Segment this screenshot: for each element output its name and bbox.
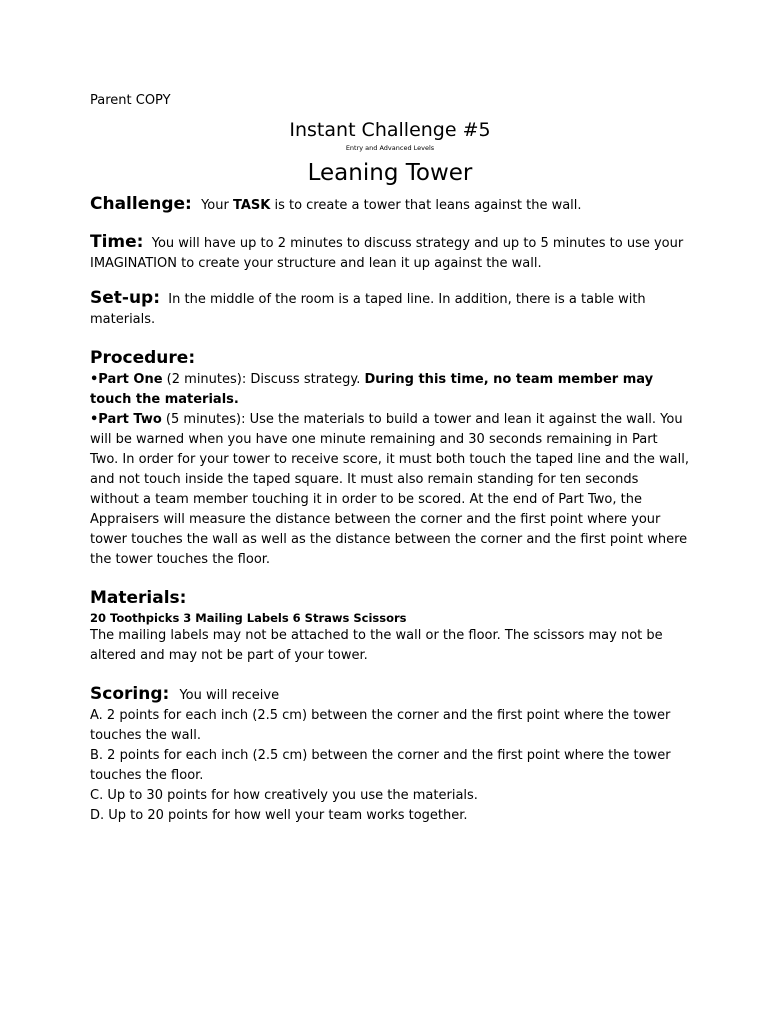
scoring-item: B. 2 points for each inch (2.5 cm) between the corner and the first point where the tower touches the floor. <box>90 748 671 783</box>
materials-list: 20 Toothpicks 3 Mailing Labels 6 Straws Scissors <box>90 611 407 625</box>
scoring-section <box>90 682 690 826</box>
part-one-text: Discuss strategy. <box>250 372 365 387</box>
challenge-section <box>90 192 690 216</box>
procedure-section <box>90 346 690 570</box>
challenge-text-after: is to create a tower that leans against the wall. <box>270 198 582 213</box>
challenge-heading: Challenge: <box>90 194 192 214</box>
part-two-time: (5 minutes): <box>161 412 250 427</box>
setup-heading: Set-up: <box>90 288 161 308</box>
materials-heading: Materials: <box>90 588 187 608</box>
scoring-item: C. Up to 30 points for how creatively you use the materials. <box>90 788 478 803</box>
document-body <box>90 92 690 826</box>
challenge-number-title: Instant Challenge #5 <box>289 119 491 141</box>
materials-text: The mailing labels may not be attached to the wall or the floor. The scissors may not be altered and may not be part of your tower. <box>90 628 663 663</box>
setup-section <box>90 288 690 330</box>
time-text: You will have up to 2 minutes to discuss strategy and up to 5 minutes to use your IMAGINATION to create your structure and lean it up against the wall. <box>90 236 684 271</box>
scoring-intro: You will receive <box>179 688 280 703</box>
procedure-part-two <box>90 410 690 570</box>
part-two-text: Use the materials to build a tower and lean it against the wall. You will be warned when you have one minute remaining and 30 seconds remaining in Part Two. In order for your tower to receive score, it must both touch the taped line and the wall, and not touch inside the taped square. It must also remain standing for ten seconds without a team member touching it in order to be scored. At the end of Part Two, the Appraisers will measure the distance between the corner and the first point where your tower touches the wall as well as the distance between the corner and the first point where the tower touches the floor. <box>90 412 689 567</box>
setup-text: In the middle of the room is a taped line. In addition, there is a table with materials. <box>90 292 646 327</box>
levels-subtitle: Entry and Advanced Levels <box>345 144 435 152</box>
scoring-item: D. Up to 20 points for how well your team works together. <box>90 808 468 823</box>
procedure-heading: Procedure: <box>90 348 196 368</box>
part-two-label: •Part Two <box>90 412 162 427</box>
challenge-text-before: Your <box>201 198 233 213</box>
materials-section <box>90 586 690 666</box>
copy-label: Parent COPY <box>90 93 171 108</box>
time-heading: Time: <box>90 232 144 252</box>
scoring-heading: Scoring: <box>90 684 170 704</box>
part-one-label: •Part One <box>90 372 163 387</box>
procedure-part-one <box>90 370 690 410</box>
scoring-item: A. 2 points for each inch (2.5 cm) between the corner and the first point where the tower touches the wall. <box>90 708 671 743</box>
main-title: Leaning Tower <box>307 160 473 186</box>
challenge-task-word: TASK <box>232 198 271 213</box>
time-section <box>90 232 690 274</box>
part-one-bold: During this time, no team member may touch the materials. <box>90 372 654 407</box>
part-one-time: (2 minutes): <box>162 372 251 387</box>
